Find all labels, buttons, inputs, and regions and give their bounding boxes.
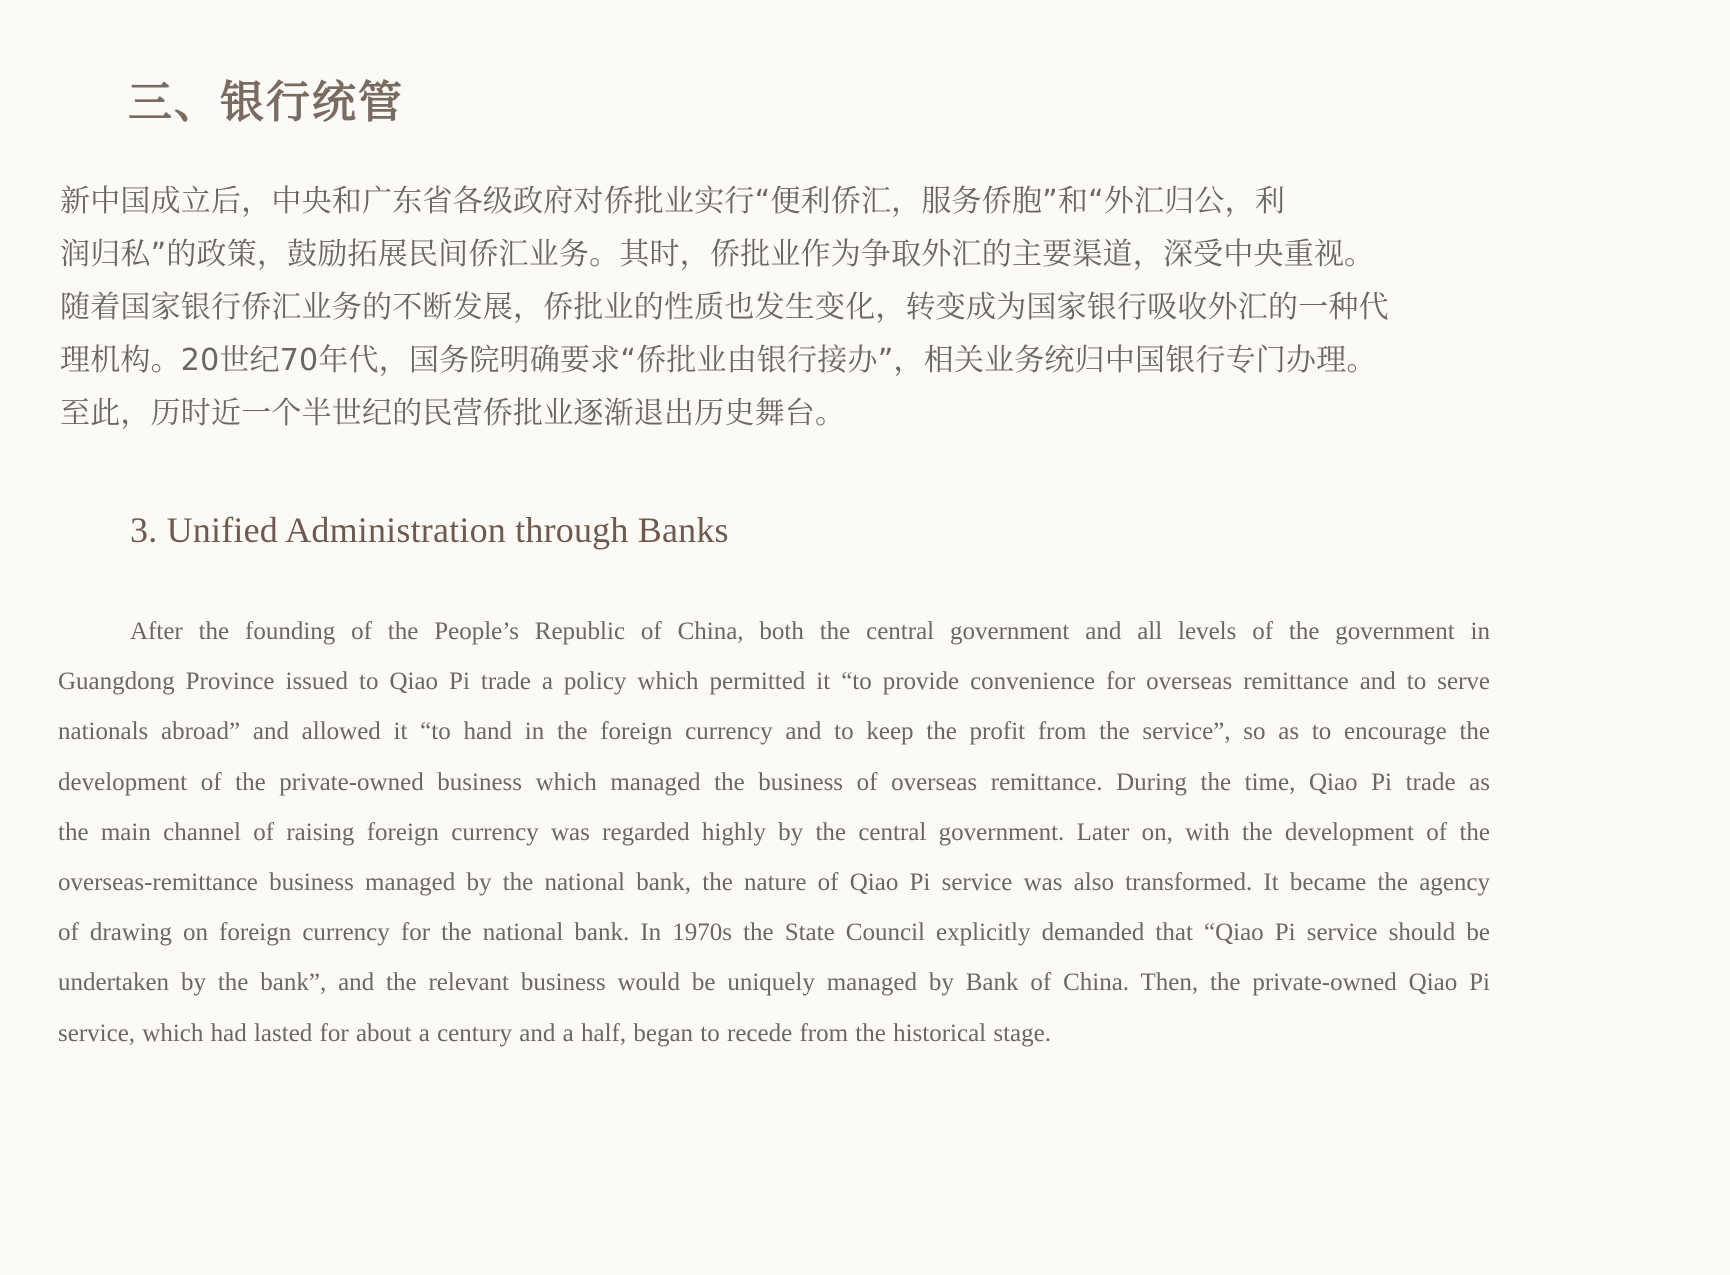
english-section-heading: 3. Unified Administration through Banks xyxy=(130,510,729,550)
english-paragraph-line: of drawing on foreign currency for the national bank. In 1970s the State Council explicitly demanded that “Qiao Pi service should be xyxy=(58,919,1490,947)
english-paragraph-line: Guangdong Province issued to Qiao Pi trade a policy which permitted it “to provide convenience for overseas remittance and to serve xyxy=(58,668,1490,696)
english-paragraph-line: service, which had lasted for about a century and a half, began to recede from the historical stage. xyxy=(58,1019,1051,1047)
english-paragraph-line: After the founding of the People’s Republic of China, both the central government and all levels of the government in xyxy=(130,618,1490,645)
english-paragraph-line: undertaken by the bank”, and the relevant business would be uniquely managed by Bank of China. Then, the private-owned Qiao Pi xyxy=(58,969,1490,997)
english-paragraph-line: the main channel of raising foreign currency was regarded highly by the central government. Later on, with the development of the xyxy=(58,818,1490,846)
chinese-paragraph-line: 润归私”的政策，鼓励拓展民间侨汇业务。其时，侨批业作为争取外汇的主要渠道，深受中央重视。 xyxy=(60,237,1375,272)
chinese-section-heading: 三、银行统管 xyxy=(128,77,404,128)
english-paragraph-line: nationals abroad” and allowed it “to hand in the foreign currency and to keep the profit from the service”, so as to encourage the xyxy=(58,718,1490,746)
chinese-paragraph-line: 至此，历时近一个半世纪的民营侨批业逐渐退出历史舞台。 xyxy=(60,396,846,431)
english-paragraph xyxy=(58,607,1490,1059)
chinese-paragraph xyxy=(60,175,1492,440)
chinese-paragraph-line: 新中国成立后，中央和广东省各级政府对侨批业实行“便利侨汇，服务侨胞”和“外汇归公，利 xyxy=(60,184,1286,219)
chinese-paragraph-line: 随着国家银行侨汇业务的不断发展，侨批业的性质也发生变化，转变成为国家银行吸收外汇的一种代 xyxy=(60,290,1389,325)
english-paragraph-line: overseas-remittance business managed by the national bank, the nature of Qiao Pi service was also transformed. It became the agency xyxy=(58,869,1490,897)
english-paragraph-line: development of the private-owned business which managed the business of overseas remittance. During the time, Qiao Pi trade as xyxy=(58,768,1490,796)
chinese-paragraph-line: 理机构。20世纪70年代，国务院明确要求“侨批业由银行接办”，相关业务统归中国银行专门办理。 xyxy=(60,343,1377,378)
